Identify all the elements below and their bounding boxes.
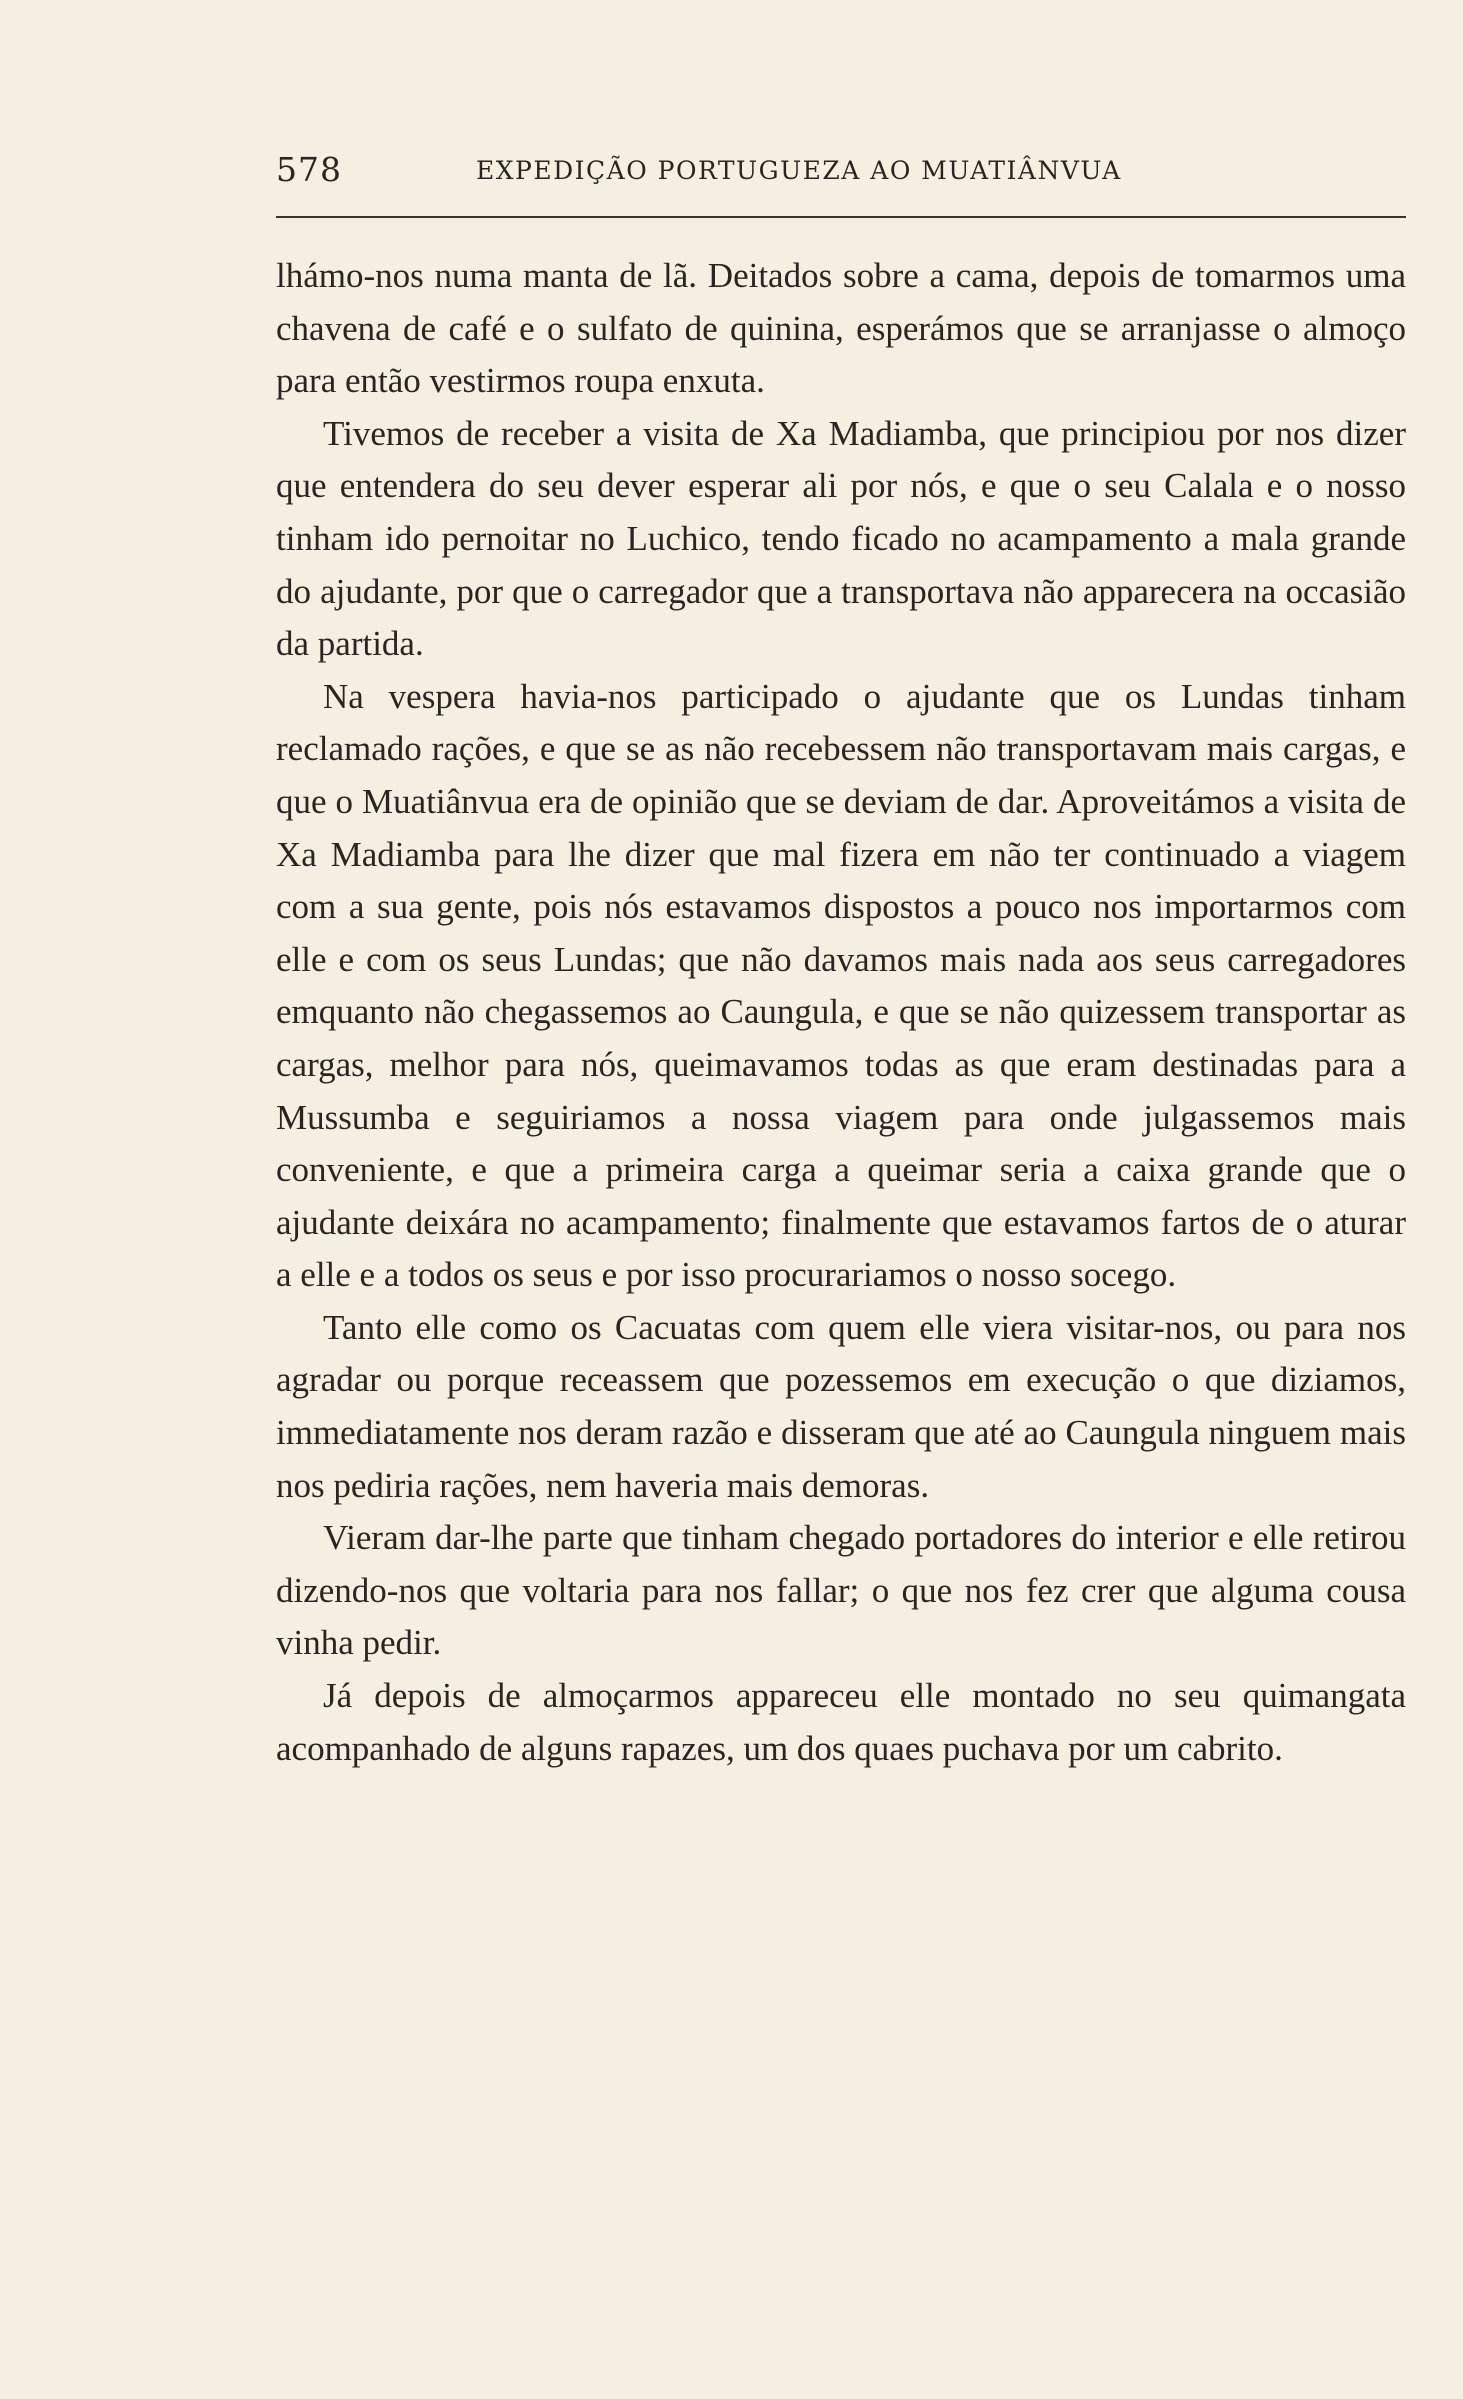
running-title: EXPEDIÇÃO PORTUGUEZA AO MUATIÂNVUA: [476, 156, 1122, 185]
header-rule: [276, 216, 1406, 218]
paragraph: Já depois de almoçarmos appareceu elle montado no seu quimangata acompanhado de alguns rapazes, um dos quaes puchava por um cabrito.: [276, 1676, 1406, 1768]
paragraph: Tivemos de receber a visita de Xa Madiamba, que principiou por nos dizer que entendera do seu dever esperar ali por nós, e que o seu Calala e o nosso tinham ido pernoitar no Luchico, tendo ficado no acampamento a mala grande do ajudante, por que o carregador que a transportava não apparecera na occasião da partida.: [276, 413, 1406, 664]
page-header: [276, 150, 1406, 210]
paragraph: lhámo-nos numa manta de lã. Deitados sobre a cama, depois de tomarmos uma chavena de café e o sulfato de quinina, esperámos que se arranjasse o almoço para então vestirmos roupa enxuta.: [276, 256, 1406, 401]
page-number: 578: [276, 150, 342, 189]
paragraph: Tanto elle como os Cacuatas com quem elle viera visitar-nos, ou para nos agradar ou porque receassem que pozessemos em execução o que diziamos, immediatamente nos deram razão e disseram que até ao Caungula ninguem mais nos pediria rações, nem haveria mais demoras.: [276, 1307, 1406, 1505]
body-text: [276, 250, 1406, 1775]
paragraph: Vieram dar-lhe parte que tinham chegado portadores do interior e elle retirou dizendo-nos que voltaria para nos fallar; o que nos fez crer que alguma cousa vinha pedir.: [276, 1518, 1406, 1663]
paragraph: Na vespera havia-nos participado o ajudante que os Lundas tinham reclamado rações, e que se as não recebessem não transportavam mais cargas, e que o Muatiânvua era de opinião que se deviam de dar. Aproveitámos a visita de Xa Madiamba para lhe dizer que mal fizera em não ter continuado a viagem com a sua gente, pois nós estavamos dispostos a pouco nos importarmos com elle e com os seus Lundas; que não davamos mais nada aos seus carregadores emquanto não chegassemos ao Caungula, e que se não quizessem transportar as cargas, melhor para nós, queimavamos todas as que eram destinadas para a Mussumba e seguiriamos a nossa viagem para onde julgassemos mais conveniente, e que a primeira carga a queimar seria a caixa grande que o ajudante deixára no acampamento; finalmente que estavamos fartos de o aturar a elle e a todos os seus e por isso procurariamos o nosso socego.: [276, 676, 1406, 1295]
